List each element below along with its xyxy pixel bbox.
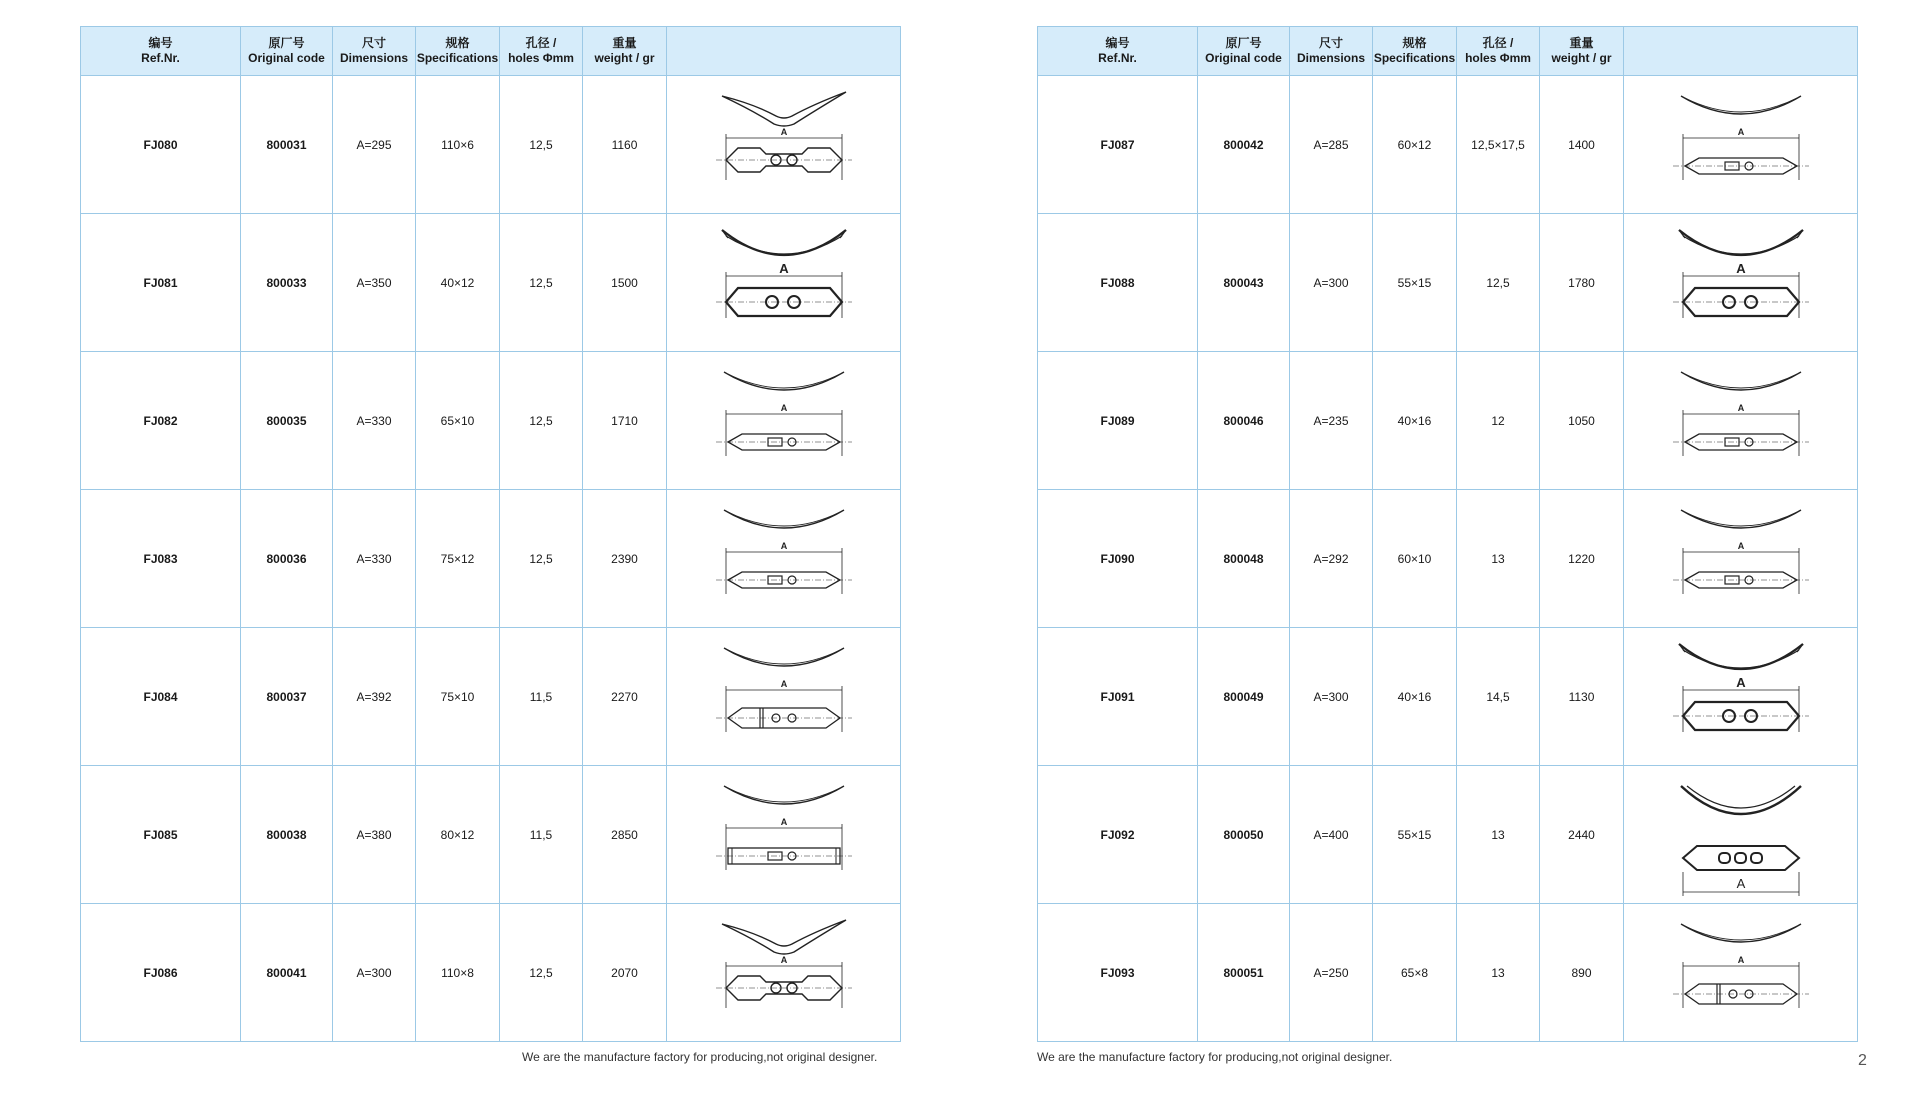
ref-cell: FJ086 — [81, 904, 241, 1042]
header-specifications: 规格 Specifications — [416, 27, 500, 76]
blade-drawing — [1671, 496, 1811, 621]
specifications-cell: 75×10 — [416, 628, 500, 766]
drawing-cell — [667, 904, 901, 1042]
table-body-right — [1038, 76, 1858, 1042]
dimension-label: A — [780, 817, 787, 827]
dimension-label: A — [780, 127, 787, 137]
drawing-cell — [667, 628, 901, 766]
original-code-cell: 800049 — [1198, 628, 1290, 766]
header-drawing — [667, 27, 901, 76]
holes-cell: 14,5 — [1457, 628, 1540, 766]
original-code-cell: 800041 — [241, 904, 333, 1042]
dimension-label: A — [1735, 675, 1746, 690]
dimension-label: A — [778, 261, 789, 276]
specifications-cell: 110×6 — [416, 76, 500, 214]
table-row — [81, 76, 901, 214]
holes-cell: 13 — [1457, 904, 1540, 1042]
holes-cell: 12,5 — [500, 214, 583, 352]
blade-drawing — [1671, 358, 1811, 483]
dimensions-cell: A=300 — [1290, 628, 1373, 766]
dimension-label: A — [780, 955, 787, 965]
specifications-cell: 65×10 — [416, 352, 500, 490]
footer-disclaimer-left: We are the manufacture factory for producing,not original designer. — [522, 1050, 878, 1064]
header-dimensions: 尺寸 Dimensions — [1290, 27, 1373, 76]
specifications-cell: 60×12 — [1373, 76, 1457, 214]
header-original-code: 原厂号 Original code — [241, 27, 333, 76]
original-code-cell: 800042 — [1198, 76, 1290, 214]
table-row — [81, 490, 901, 628]
dimension-label: A — [780, 403, 787, 413]
dimensions-cell: A=285 — [1290, 76, 1373, 214]
table-row — [1038, 490, 1858, 628]
original-code-cell: 800038 — [241, 766, 333, 904]
weight-cell: 1050 — [1540, 352, 1624, 490]
ref-cell: FJ091 — [1038, 628, 1198, 766]
blade-drawing — [714, 634, 854, 759]
drawing-cell — [667, 766, 901, 904]
drawing-cell — [1624, 628, 1858, 766]
ref-cell: FJ082 — [81, 352, 241, 490]
ref-cell: FJ090 — [1038, 490, 1198, 628]
header-holes: 孔径 / holes Φmm — [500, 27, 583, 76]
ref-cell: FJ089 — [1038, 352, 1198, 490]
weight-cell: 890 — [1540, 904, 1624, 1042]
blade-drawing — [714, 220, 854, 345]
dimension-label: A — [1735, 261, 1746, 276]
ref-cell: FJ087 — [1038, 76, 1198, 214]
table-row — [81, 766, 901, 904]
header-original-code: 原厂号 Original code — [1198, 27, 1290, 76]
dimensions-cell: A=295 — [333, 76, 416, 214]
holes-cell: 12,5 — [500, 76, 583, 214]
holes-cell: 12,5×17,5 — [1457, 76, 1540, 214]
table-row — [81, 214, 901, 352]
weight-cell: 1400 — [1540, 76, 1624, 214]
header-ref: 编号 Ref.Nr. — [1038, 27, 1198, 76]
catalog-page-left — [80, 26, 900, 1042]
original-code-cell: 800050 — [1198, 766, 1290, 904]
table-row — [81, 628, 901, 766]
page-edge-mark: 2 — [1858, 1052, 1867, 1069]
ref-cell: FJ083 — [81, 490, 241, 628]
ref-cell: FJ088 — [1038, 214, 1198, 352]
header-specifications: 规格 Specifications — [1373, 27, 1457, 76]
holes-cell: 12 — [1457, 352, 1540, 490]
drawing-cell — [1624, 352, 1858, 490]
dimensions-cell: A=250 — [1290, 904, 1373, 1042]
ref-cell: FJ080 — [81, 76, 241, 214]
holes-cell: 12,5 — [500, 352, 583, 490]
dimensions-cell: A=292 — [1290, 490, 1373, 628]
blade-drawing — [1671, 220, 1811, 345]
drawing-cell — [667, 490, 901, 628]
dimension-label: A — [780, 541, 787, 551]
table-row — [81, 904, 901, 1042]
drawing-cell — [1624, 214, 1858, 352]
ref-cell: FJ081 — [81, 214, 241, 352]
drawing-cell — [667, 352, 901, 490]
header-holes: 孔径 / holes Φmm — [1457, 27, 1540, 76]
table-header-row — [81, 27, 901, 76]
weight-cell: 1500 — [583, 214, 667, 352]
dimensions-cell: A=392 — [333, 628, 416, 766]
specifications-cell: 110×8 — [416, 904, 500, 1042]
blade-drawing — [1671, 634, 1811, 759]
weight-cell: 2440 — [1540, 766, 1624, 904]
blade-drawing — [1671, 910, 1811, 1035]
original-code-cell: 800036 — [241, 490, 333, 628]
specifications-cell: 80×12 — [416, 766, 500, 904]
dimension-label: A — [1736, 876, 1745, 891]
header-drawing — [1624, 27, 1858, 76]
drawing-cell — [667, 76, 901, 214]
holes-cell: 12,5 — [500, 904, 583, 1042]
holes-cell: 13 — [1457, 766, 1540, 904]
dimension-label: A — [1737, 127, 1744, 137]
drawing-cell — [1624, 904, 1858, 1042]
weight-cell: 2070 — [583, 904, 667, 1042]
dimensions-cell: A=300 — [333, 904, 416, 1042]
header-weight: 重量 weight / gr — [583, 27, 667, 76]
drawing-cell — [1624, 766, 1858, 904]
specifications-cell: 40×16 — [1373, 628, 1457, 766]
weight-cell: 1130 — [1540, 628, 1624, 766]
dimensions-cell: A=330 — [333, 352, 416, 490]
original-code-cell: 800033 — [241, 214, 333, 352]
specifications-cell: 75×12 — [416, 490, 500, 628]
table-row — [1038, 904, 1858, 1042]
specifications-cell: 40×12 — [416, 214, 500, 352]
weight-cell: 2390 — [583, 490, 667, 628]
weight-cell: 1780 — [1540, 214, 1624, 352]
specifications-cell: 55×15 — [1373, 766, 1457, 904]
table-row — [81, 352, 901, 490]
holes-cell: 13 — [1457, 490, 1540, 628]
table-body-left — [81, 76, 901, 1042]
table-row — [1038, 352, 1858, 490]
blade-drawing — [714, 910, 854, 1035]
original-code-cell: 800048 — [1198, 490, 1290, 628]
holes-cell: 11,5 — [500, 766, 583, 904]
product-table-right — [1037, 26, 1858, 1042]
dimension-label: A — [1737, 541, 1744, 551]
weight-cell: 1220 — [1540, 490, 1624, 628]
original-code-cell: 800043 — [1198, 214, 1290, 352]
dimension-label: A — [780, 679, 787, 689]
drawing-cell — [1624, 76, 1858, 214]
blade-drawing — [714, 496, 854, 621]
blade-drawing — [1671, 772, 1811, 897]
weight-cell: 2270 — [583, 628, 667, 766]
dimensions-cell: A=300 — [1290, 214, 1373, 352]
header-weight: 重量 weight / gr — [1540, 27, 1624, 76]
drawing-cell — [667, 214, 901, 352]
footer-disclaimer-right: We are the manufacture factory for producing,not original designer. — [1037, 1050, 1393, 1064]
weight-cell: 1160 — [583, 76, 667, 214]
holes-cell: 12,5 — [500, 490, 583, 628]
weight-cell: 2850 — [583, 766, 667, 904]
specifications-cell: 60×10 — [1373, 490, 1457, 628]
blade-drawing — [714, 358, 854, 483]
drawing-cell — [1624, 490, 1858, 628]
dimension-label: A — [1737, 403, 1744, 413]
ref-cell: FJ093 — [1038, 904, 1198, 1042]
dimensions-cell: A=400 — [1290, 766, 1373, 904]
table-row — [1038, 76, 1858, 214]
holes-cell: 11,5 — [500, 628, 583, 766]
header-ref: 编号 Ref.Nr. — [81, 27, 241, 76]
dimension-label: A — [1737, 955, 1744, 965]
table-row — [1038, 766, 1858, 904]
original-code-cell: 800051 — [1198, 904, 1290, 1042]
original-code-cell: 800031 — [241, 76, 333, 214]
blade-drawing — [714, 772, 854, 897]
original-code-cell: 800035 — [241, 352, 333, 490]
ref-cell: FJ084 — [81, 628, 241, 766]
table-row — [1038, 214, 1858, 352]
product-table-left — [80, 26, 901, 1042]
table-header-row — [1038, 27, 1858, 76]
ref-cell: FJ085 — [81, 766, 241, 904]
original-code-cell: 800037 — [241, 628, 333, 766]
ref-cell: FJ092 — [1038, 766, 1198, 904]
dimensions-cell: A=380 — [333, 766, 416, 904]
blade-drawing — [1671, 82, 1811, 207]
specifications-cell: 55×15 — [1373, 214, 1457, 352]
blade-drawing — [714, 82, 854, 207]
original-code-cell: 800046 — [1198, 352, 1290, 490]
catalog-page-right — [1037, 26, 1857, 1042]
holes-cell: 12,5 — [1457, 214, 1540, 352]
specifications-cell: 40×16 — [1373, 352, 1457, 490]
header-dimensions: 尺寸 Dimensions — [333, 27, 416, 76]
dimensions-cell: A=235 — [1290, 352, 1373, 490]
specifications-cell: 65×8 — [1373, 904, 1457, 1042]
weight-cell: 1710 — [583, 352, 667, 490]
dimensions-cell: A=350 — [333, 214, 416, 352]
table-row — [1038, 628, 1858, 766]
dimensions-cell: A=330 — [333, 490, 416, 628]
